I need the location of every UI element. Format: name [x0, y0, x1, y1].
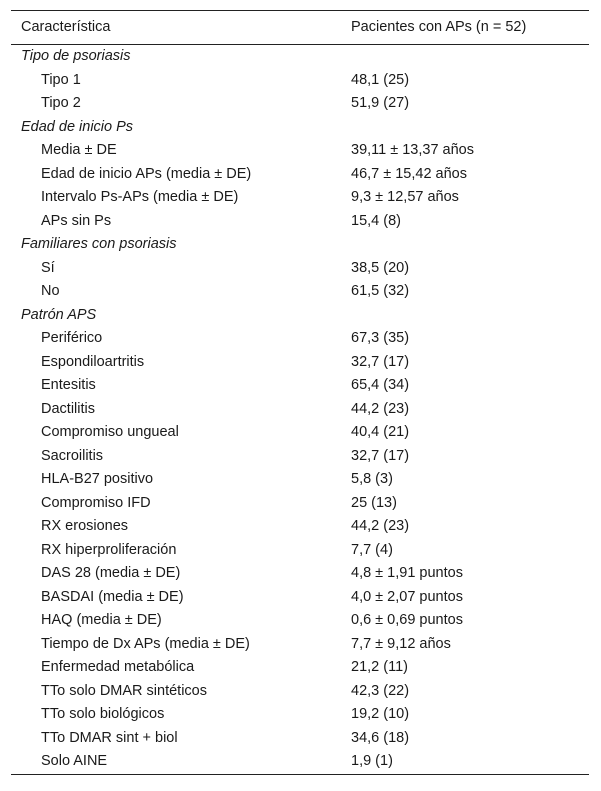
row-value: 32,7 (17) — [351, 353, 410, 370]
row-label: No — [41, 283, 60, 299]
table-row — [11, 92, 589, 116]
header-patients: Pacientes con APs (n = 52) — [351, 19, 527, 35]
row-label: RX hiperproliferación — [41, 541, 177, 558]
row-label: Compromiso ungueal — [41, 424, 179, 440]
row-label: Tipo 2 — [41, 95, 81, 111]
row-value: 44,2 (23) — [351, 518, 410, 534]
row-label: Compromiso IFD — [41, 494, 151, 511]
table-row — [11, 139, 589, 163]
table-row — [11, 210, 589, 234]
section-value-empty — [351, 116, 589, 140]
section-title: Tipo de psoriasis — [21, 48, 131, 64]
table-row — [11, 468, 589, 492]
row-value: 48,1 (25) — [351, 71, 410, 88]
table-row — [11, 163, 589, 187]
section-value-empty — [351, 233, 589, 257]
row-label: APs sin Ps — [41, 212, 112, 229]
section-value-empty — [351, 45, 589, 69]
row-value: 34,6 (18) — [351, 729, 410, 746]
row-label: HAQ (media ± DE) — [41, 612, 162, 628]
header-characteristic: Característica — [21, 19, 111, 35]
row-label: Enfermedad metabólica — [41, 659, 195, 675]
row-value: 5,8 (3) — [351, 471, 393, 487]
table-row — [11, 445, 589, 469]
section-row — [11, 116, 589, 140]
row-label: Sí — [41, 259, 55, 276]
row-value: 51,9 (27) — [351, 95, 410, 111]
row-value: 65,4 (34) — [351, 377, 410, 393]
table-row — [11, 398, 589, 422]
section-row — [11, 45, 589, 69]
table-row — [11, 515, 589, 539]
table-row — [11, 586, 589, 610]
section-row — [11, 304, 589, 328]
row-value: 21,2 (11) — [351, 659, 408, 675]
row-value: 42,3 (22) — [351, 682, 410, 699]
table-row — [11, 186, 589, 210]
row-label: Tipo 1 — [41, 71, 81, 88]
table-row — [11, 656, 589, 680]
row-value: 19,2 (10) — [351, 706, 410, 722]
row-label: Sacroilitis — [41, 447, 104, 464]
row-label: DAS 28 (media ± DE) — [41, 565, 181, 581]
table-row — [11, 703, 589, 727]
table-row — [11, 633, 589, 657]
row-value: 4,0 ± 2,07 puntos — [351, 588, 463, 605]
table-row — [11, 351, 589, 375]
row-value: 7,7 ± 9,12 años — [351, 635, 451, 652]
table-row — [11, 421, 589, 445]
table-body — [11, 45, 589, 774]
table-row — [11, 257, 589, 281]
row-value: 15,4 (8) — [351, 212, 401, 229]
section-title: Patrón APS — [21, 306, 97, 323]
row-label: Media ± DE — [41, 142, 117, 158]
row-label: Edad de inicio APs (media ± DE) — [41, 165, 252, 182]
table-row — [11, 680, 589, 704]
row-label: Entesitis — [41, 377, 96, 393]
row-value: 25 (13) — [351, 494, 397, 511]
row-label: Dactilitis — [41, 400, 95, 417]
row-label: Solo AINE — [41, 753, 108, 769]
row-value: 4,8 ± 1,91 puntos — [351, 565, 463, 581]
row-label: HLA-B27 positivo — [41, 471, 154, 487]
row-label: Intervalo Ps-APs (media ± DE) — [41, 189, 239, 205]
table-bottom-rule — [11, 774, 589, 775]
row-value: 40,4 (21) — [351, 424, 410, 440]
row-value: 46,7 ± 15,42 años — [351, 165, 467, 182]
table-row — [11, 562, 589, 586]
row-label: TTo solo biológicos — [41, 706, 165, 722]
row-label: Periférico — [41, 330, 103, 346]
section-title: Familiares con psoriasis — [21, 236, 177, 252]
row-value: 67,3 (35) — [351, 330, 410, 346]
characteristics-table — [11, 10, 589, 775]
row-label: Espondiloartritis — [41, 353, 145, 370]
row-value: 7,7 (4) — [351, 541, 393, 558]
row-value: 0,6 ± 0,69 puntos — [351, 612, 463, 628]
row-label: BASDAI (media ± DE) — [41, 588, 184, 605]
table-row — [11, 280, 589, 304]
row-value: 61,5 (32) — [351, 283, 410, 299]
table-row — [11, 727, 589, 751]
row-value: 1,9 (1) — [351, 753, 393, 769]
table-row — [11, 327, 589, 351]
table-row — [11, 750, 589, 774]
table-row — [11, 69, 589, 93]
row-label: TTo solo DMAR sintéticos — [41, 682, 207, 699]
table-header-row — [11, 11, 589, 44]
row-label: RX erosiones — [41, 518, 129, 534]
table-row — [11, 539, 589, 563]
table-row — [11, 374, 589, 398]
table-row — [11, 609, 589, 633]
row-label: Tiempo de Dx APs (media ± DE) — [41, 635, 250, 652]
table-row — [11, 492, 589, 516]
row-label: TTo DMAR sint + biol — [41, 729, 178, 746]
section-value-empty — [351, 304, 589, 328]
row-value: 38,5 (20) — [351, 259, 410, 276]
row-value: 9,3 ± 12,57 años — [351, 189, 459, 205]
section-row — [11, 233, 589, 257]
row-value: 39,11 ± 13,37 años — [351, 142, 474, 158]
row-value: 44,2 (23) — [351, 400, 410, 417]
row-value: 32,7 (17) — [351, 447, 410, 464]
section-title: Edad de inicio Ps — [21, 118, 134, 135]
